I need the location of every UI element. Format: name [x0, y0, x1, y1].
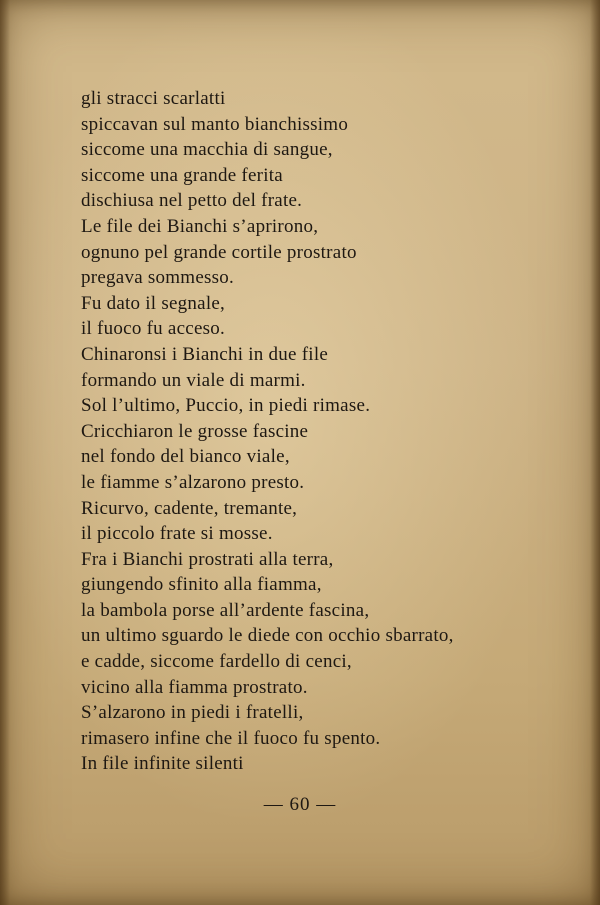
poem-line: S’alzarono in piedi i fratelli,	[81, 702, 304, 724]
poem-line: Fu dato il segnale,	[81, 292, 226, 314]
poem-line: gli stracci scarlatti	[81, 88, 226, 109]
poem-line: nel fondo del bianco viale,	[81, 446, 290, 468]
poem-line: giungendo sfinito alla fiamma,	[81, 574, 322, 596]
poem-line: il fuoco fu acceso.	[81, 318, 226, 340]
poem-line: il piccolo frate si mosse.	[81, 523, 273, 545]
poem-line: la bambola porse all’ardente fascina,	[81, 599, 370, 621]
page-edge-left	[0, 0, 10, 905]
poem-line: spiccavan sul manto bianchissimo	[81, 113, 349, 135]
poem-line: ognuno pel grande cortile prostrato	[81, 241, 357, 263]
poem-line: Le file dei Bianchi s’aprirono,	[81, 215, 319, 237]
poem-line: formando un viale di marmi.	[81, 369, 306, 391]
page-number: — 60 —	[263, 794, 337, 815]
poem-line: le fiamme s’alzarono presto.	[81, 471, 305, 493]
page-edge-right	[590, 0, 600, 905]
poem-line: un ultimo sguardo le diede con occhio sbarrato,	[81, 625, 454, 647]
poem-line: Fra i Bianchi prostrati alla terra,	[81, 548, 334, 570]
poem-line: siccome una macchia di sangue,	[81, 139, 333, 161]
poem-line: e cadde, siccome fardello di cenci,	[81, 651, 352, 673]
poem-line: siccome una grande ferita	[81, 164, 283, 186]
poem-line: Sol l’ultimo, Puccio, in piedi rimase.	[81, 395, 371, 417]
poem-line: Cricchiaron le grosse fascine	[81, 420, 309, 442]
poem-line: Chinaronsi i Bianchi in due file	[81, 343, 329, 365]
poem-line: rimasero infine che il fuoco fu spento.	[81, 727, 381, 749]
poem-line: Ricurvo, cadente, tremante,	[81, 497, 298, 519]
poem-line: pregava sommesso.	[81, 267, 235, 289]
poem-line: dischiusa nel petto del frate.	[81, 190, 303, 212]
poem-line: vicino alla fiamma prostrato.	[81, 676, 308, 698]
poem-line: In file infinite silenti	[81, 753, 244, 775]
poem-text	[81, 86, 591, 777]
